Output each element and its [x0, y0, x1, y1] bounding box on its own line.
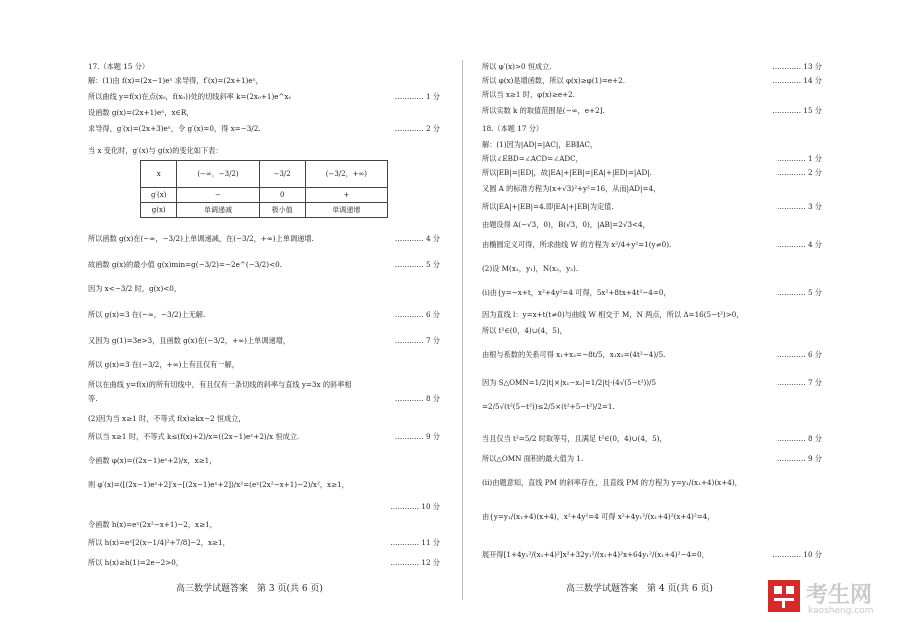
solution-text: 则 φ′(x)=([(2x−1)eˣ+2]′x−[(2x−1)eˣ+2])/x²=(eˣ(2x²−x+1)−2)/x²，x≥1，: [88, 480, 349, 489]
score-mark: ………… 5 分: [394, 260, 440, 269]
solution-text: 解：(1)由 f(x)=(2x−1)eˣ 求导得，f′(x)=(2x+1)eˣ，: [88, 76, 263, 85]
solution-line: [88, 234, 440, 247]
solution-line: [88, 394, 440, 407]
solution-text: 所以当 x≥1 时，不等式 k≤(f(x)+2)/x=((2x−1)eˣ+2)/x 恒成立.: [88, 432, 300, 441]
table-cell: 极小值: [259, 203, 305, 218]
site-logo: [768, 578, 888, 624]
solution-line: [88, 310, 440, 323]
solution-line: [482, 106, 822, 119]
solution-line: [482, 90, 822, 103]
solution-text: 所以 g(x)=3 在(−3/2，+∞)上有且仅有一解，: [88, 360, 239, 369]
score-mark: ………… 6 分: [394, 310, 440, 319]
score-mark: ………… 5 分: [776, 288, 822, 297]
page-3-footer: 高三数学试题答案 第 3 页(共 6 页): [176, 584, 323, 594]
solution-line: [482, 220, 822, 233]
logo-name: 考生网: [806, 583, 873, 608]
solution-line: [482, 184, 822, 197]
solution-text: 17.（本题 15 分）: [88, 62, 150, 71]
score-mark: ………… 4 分: [394, 234, 440, 243]
solution-line: [88, 380, 440, 393]
solution-line: [88, 520, 440, 533]
solution-text: 所以 φ(x)是增函数，所以 φ(x)≥φ(1)=e+2.: [482, 76, 626, 85]
solution-line: [88, 76, 440, 89]
solution-text: 由椭圆定义可得，所求曲线 W 的方程为 x²/4+y²=1(y≠0).: [482, 240, 672, 249]
score-mark: ………… 11 分: [390, 538, 440, 547]
score-mark: ………… 3 分: [776, 202, 822, 211]
solution-line: [88, 62, 440, 75]
solution-text: 等.: [88, 394, 98, 403]
solution-text: 所以 h(x)=eˣ[2(x−1/4)²+7/8]−2，x≥1，: [88, 538, 230, 547]
table-row: [141, 188, 388, 203]
solution-line: [88, 558, 440, 571]
solution-line: [482, 154, 822, 167]
solution-text: 设函数 g(x)=(2x+1)eˣ，x∈R，: [88, 108, 194, 117]
score-mark: ………… 8 分: [394, 394, 440, 403]
score-mark: ………… 14 分: [772, 76, 822, 85]
solution-line: [482, 454, 822, 467]
solution-text: 所以|EB|=|ED|，故|EA|+|EB|=|EA|+|ED|=|AD|.: [482, 168, 652, 177]
solution-line: [88, 456, 440, 469]
solution-text: 所以曲线 y=f(x)在点(x₀，f(x₀))处的切线斜率 k=(2x₀+1)e^x₀: [88, 92, 292, 101]
solution-text: 解：(1)因为|AD|=|AC|，EB∥AC，: [482, 140, 598, 149]
solution-text: 所以 h(x)≥h(1)=2e−2>0，: [88, 558, 184, 567]
solution-text: 所以 g(x)=3 在(−∞，−3/2)上无解.: [88, 310, 206, 319]
solution-line: [482, 124, 822, 137]
table-cell: x: [141, 161, 177, 188]
table-cell: 单调递增: [305, 203, 387, 218]
score-mark: ………… 10 分: [390, 502, 440, 511]
table-row: [141, 161, 388, 188]
solution-text: (2)设 M(x₁，y₁)，N(x₂，y₂).: [482, 264, 579, 273]
solution-line: [482, 202, 822, 215]
solution-line: [482, 350, 822, 363]
score-mark: ………… 2 分: [776, 168, 822, 177]
solution-line: [88, 502, 440, 512]
table-cell: g′(x): [141, 188, 177, 203]
solution-text: 所以在曲线 y=f(x)的所有切线中，有且仅有一条切线的斜率与直线 y=3x 的斜率相: [88, 380, 352, 389]
solution-text: 令函数 h(x)=eˣ(2x²−x+1)−2，x≥1，: [88, 520, 217, 529]
solution-line: [482, 378, 822, 391]
solution-line: [482, 76, 822, 89]
solution-text: 当且仅当 t²=5/2 时取等号，且满足 t²∈(0，4)∪(4，5)，: [482, 434, 667, 443]
solution-line: [482, 168, 822, 181]
solution-text: 由根与系数的关系可得 x₁+x₂=−8t/5，x₁x₂=(4t²−4)/5.: [482, 350, 666, 359]
score-mark: ………… 1 分: [394, 92, 440, 101]
page-4-footer: 高三数学试题答案 第 4 页(共 6 页): [566, 584, 713, 594]
solution-text: 因为 S△OMN=1/2|t|×|x₁−x₂|=1/2|t|·(4√(5−t²))/5: [482, 378, 657, 387]
solution-text: 所以∠EBD=∠ACD=∠ADC，: [482, 154, 583, 163]
score-mark: ………… 2 分: [394, 124, 440, 133]
solution-text: (ii)由题意知，直线 PM 的斜率存在，且直线 PM 的方程为 y=y₁/(x₁+4)(x+4)，: [482, 478, 742, 487]
solution-line: [88, 260, 440, 273]
table-cell: (−3/2，+∞): [305, 161, 387, 188]
score-mark: ………… 1 分: [776, 154, 822, 163]
table-cell: (−∞，−3/2): [177, 161, 259, 188]
solution-text: 又因为 g(1)=3e>3，且函数 g(x)在(−3/2，+∞)上单调递增，: [88, 336, 291, 345]
solution-line: [88, 538, 440, 551]
table-cell: 0: [259, 188, 305, 203]
solution-line: [88, 480, 440, 493]
score-mark: ………… 7 分: [776, 378, 822, 387]
score-mark: ………… 10 分: [772, 550, 822, 559]
solution-line: [88, 124, 440, 137]
solution-text: 所以△OMN 面积的最大值为 1.: [482, 454, 584, 463]
solution-line: [482, 478, 822, 491]
solution-text: (2)因为当 x≥1 时，不等式 f(x)≥kx−2 恒成立，: [88, 414, 246, 423]
logo-url: kaosheng.com: [808, 606, 874, 616]
solution-line: [482, 550, 822, 563]
solution-text: 当 x 变化时，g′(x)与 g(x)的变化如下表：: [88, 146, 223, 155]
solution-line: [482, 310, 822, 323]
solution-text: 故函数 g(x)的最小值 g(x)min=g(−3/2)=−2e^(−3/2)<0.: [88, 260, 282, 269]
table-cell: +: [305, 188, 387, 203]
solution-line: [482, 402, 822, 415]
solution-line: [482, 140, 822, 153]
table-cell: 单调递减: [177, 203, 259, 218]
solution-line: [88, 92, 440, 105]
solution-line: [482, 240, 822, 253]
solution-line: [482, 288, 822, 301]
solution-text: 所以函数 g(x)在(−∞，−3/2)上单调递减，在(−3/2，+∞)上单调递增.: [88, 234, 314, 243]
solution-text: 所以 t²∈(0，4)∪(4，5)，: [482, 326, 567, 335]
table-row: [141, 203, 388, 218]
score-mark: ………… 12 分: [390, 558, 440, 567]
solution-text: 因为 x<−3/2 时，g(x)<0，: [88, 284, 182, 293]
logo-mark-icon: [768, 580, 800, 612]
solution-line: [482, 62, 822, 75]
score-mark: ………… 15 分: [772, 106, 822, 115]
solution-text: 又圆 A 的标准方程为(x+√3)²+y²=16，从而|AD|=4，: [482, 184, 661, 193]
solution-line: [88, 432, 440, 445]
score-mark: ………… 7 分: [394, 336, 440, 345]
solution-line: [482, 512, 822, 525]
solution-text: 求导得，g′(x)=(2x+3)eˣ，令 g′(x)=0，得 x=−3/2.: [88, 124, 261, 133]
solution-line: [482, 264, 822, 277]
solution-text: 所以|EA|+|EB|=4.即|EA|+|EB|为定值.: [482, 202, 614, 211]
solution-text: 令函数 φ(x)=((2x−1)eˣ+2)/x，x≥1，: [88, 456, 217, 465]
score-mark: ………… 8 分: [776, 434, 822, 443]
solution-line: [88, 146, 440, 159]
solution-line: [88, 360, 440, 373]
table-cell: −: [177, 188, 259, 203]
score-mark: ………… 9 分: [394, 432, 440, 441]
page-divider: [462, 60, 463, 600]
solution-line: [88, 284, 440, 297]
table-cell: g(x): [141, 203, 177, 218]
score-mark: ………… 6 分: [776, 350, 822, 359]
solution-text: =2/5√(t²(5−t²))≤2/5×(t²+5−t²)/2=1.: [482, 402, 615, 411]
variation-table: [140, 160, 388, 218]
table-cell: −3/2: [259, 161, 305, 188]
solution-text: 由{y=y₁/(x₁+4)(x+4)，x²+4y²=4 可得 x²+4y₁²/(x₁+4)²(x+4)²=4，: [482, 512, 715, 521]
solution-text: 由题设得 A(−√3，0)，B(√3，0)，|AB|=2√3<4，: [482, 220, 650, 229]
solution-text: 所以 φ′(x)>0 恒成立.: [482, 62, 552, 71]
solution-text: 所以实数 k 的取值范围是(−∞，e+2].: [482, 106, 605, 115]
solution-text: 展开得[1+4y₁²/(x₁+4)²]x²+32y₁²/(x₁+4)²x+64y₁²/(x₁+4)²−4=0，: [482, 550, 709, 559]
solution-text: 所以当 x≥1 时，φ(x)≥e+2.: [482, 90, 576, 99]
solution-text: 因为直线 l：y=x+t(t≠0)与曲线 W 相交于 M，N 两点，所以 Δ=16(5−t²)>0，: [482, 310, 744, 319]
score-mark: ………… 4 分: [776, 240, 822, 249]
solution-line: [88, 414, 440, 427]
solution-line: [88, 336, 440, 349]
score-mark: ………… 13 分: [772, 62, 822, 71]
solution-text: 18.（本题 17 分）: [482, 124, 544, 133]
solution-line: [88, 108, 440, 121]
solution-text: (i)由{y=−x+t，x²+4y²=4 可得，5x²+8tx+4t²−4=0，: [482, 288, 671, 297]
solution-line: [482, 434, 822, 447]
score-mark: ………… 9 分: [776, 454, 822, 463]
solution-line: [482, 326, 822, 339]
